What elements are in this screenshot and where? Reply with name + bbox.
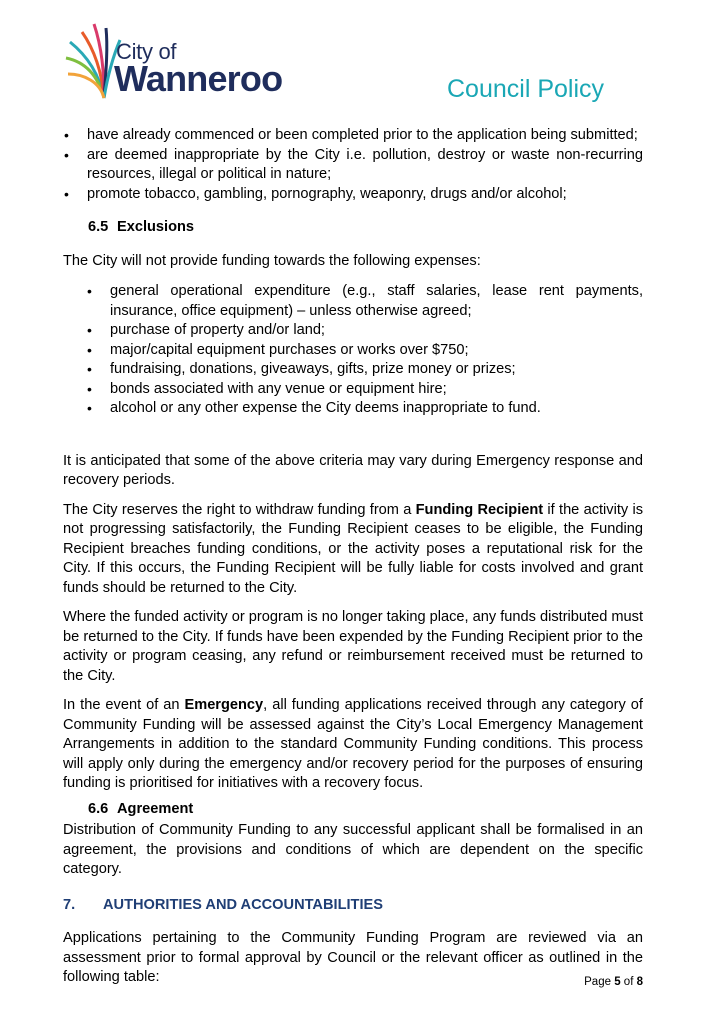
paragraph-returned: Where the funded activity or program is no longer taking place, any funds distributed must be returned to the City. If funds have been expended by the Funding Recipient prior to the activity or program ceasing, any refund or reimbursement received must be returned to the City. — [63, 609, 644, 684]
list-item: • have already commenced or been completed prior to the application being submitted; — [87, 126, 643, 146]
list-item: • general operational expenditure (e.g., staff salaries, lease rent payments, insurance, office equipment) – unless otherwise agreed; — [110, 282, 643, 321]
page-number: Page 5 of 8 — [584, 976, 643, 988]
page-title: Council Policy — [447, 75, 605, 103]
agreement-text: Distribution of Community Funding to any successful applicant shall be formalised in an agreement, the provisions and conditions of which are dependent on the specific category. — [63, 822, 643, 877]
exclusions-intro: The City will not provide funding towards the following expenses: — [63, 252, 481, 269]
exclusions-heading: 6.5 Exclusions — [88, 219, 195, 235]
list-item: • purchase of property and/or land; — [110, 321, 643, 341]
section-7-text: Applications pertaining to the Community Funding Program are reviewed via an assessment prior to formal approval by Council or the relevant officer as outlined in the following table: — [63, 930, 643, 985]
paragraph-emergency: In the event of an Emergency, all funding applications received through any category of Community Funding will be assessed against the City’s Local Emergency Management Arrangements in addition to the standard Community Funding conditions. This process will apply only during the emergency and/or recovery period for the purposes of ensuring funding is prioritised for initiatives with a recovery focus. — [63, 697, 643, 791]
logo-text-city-of: City of — [116, 39, 177, 64]
list-item: • promote tobacco, gambling, pornography, weaponry, drugs and/or alcohol; — [87, 185, 643, 205]
list-item: • major/capital equipment purchases or works over $750; — [110, 341, 643, 361]
paragraph-anticipated: It is anticipated that some of the above criteria may vary during Emergency response and recovery periods. — [63, 452, 643, 488]
criteria-list — [63, 126, 643, 204]
section-7-heading: 7. AUTHORITIES AND ACCOUNTABILITIES — [63, 896, 383, 913]
exclusions-list — [63, 282, 643, 419]
logo-text-wanneroo: Wanneroo — [114, 58, 283, 99]
agreement-heading: 6.6 Agreement — [88, 800, 194, 817]
list-item: • bonds associated with any venue or equipment hire; — [110, 380, 643, 400]
paragraph-withdraw: The City reserves the right to withdraw funding from a Funding Recipient if the activity is not progressing satisfactorily, the Funding Recipient ceases to be eligible, the Funding Recipient breaches funding conditions, or the activity poses a reputational risk for the City. If this occurs, the Funding Recipient will be fully liable for costs involved and grant funds should be returned to the City. — [63, 501, 643, 596]
list-item: • alcohol or any other expense the City deems inappropriate to fund. — [110, 399, 643, 419]
list-item: • are deemed inappropriate by the City i.e. pollution, destroy or waste non-recurring resources, illegal or political in nature; — [87, 146, 643, 185]
document-body — [63, 126, 643, 988]
list-item: • fundraising, donations, giveaways, gifts, prize money or prizes; — [110, 360, 643, 380]
